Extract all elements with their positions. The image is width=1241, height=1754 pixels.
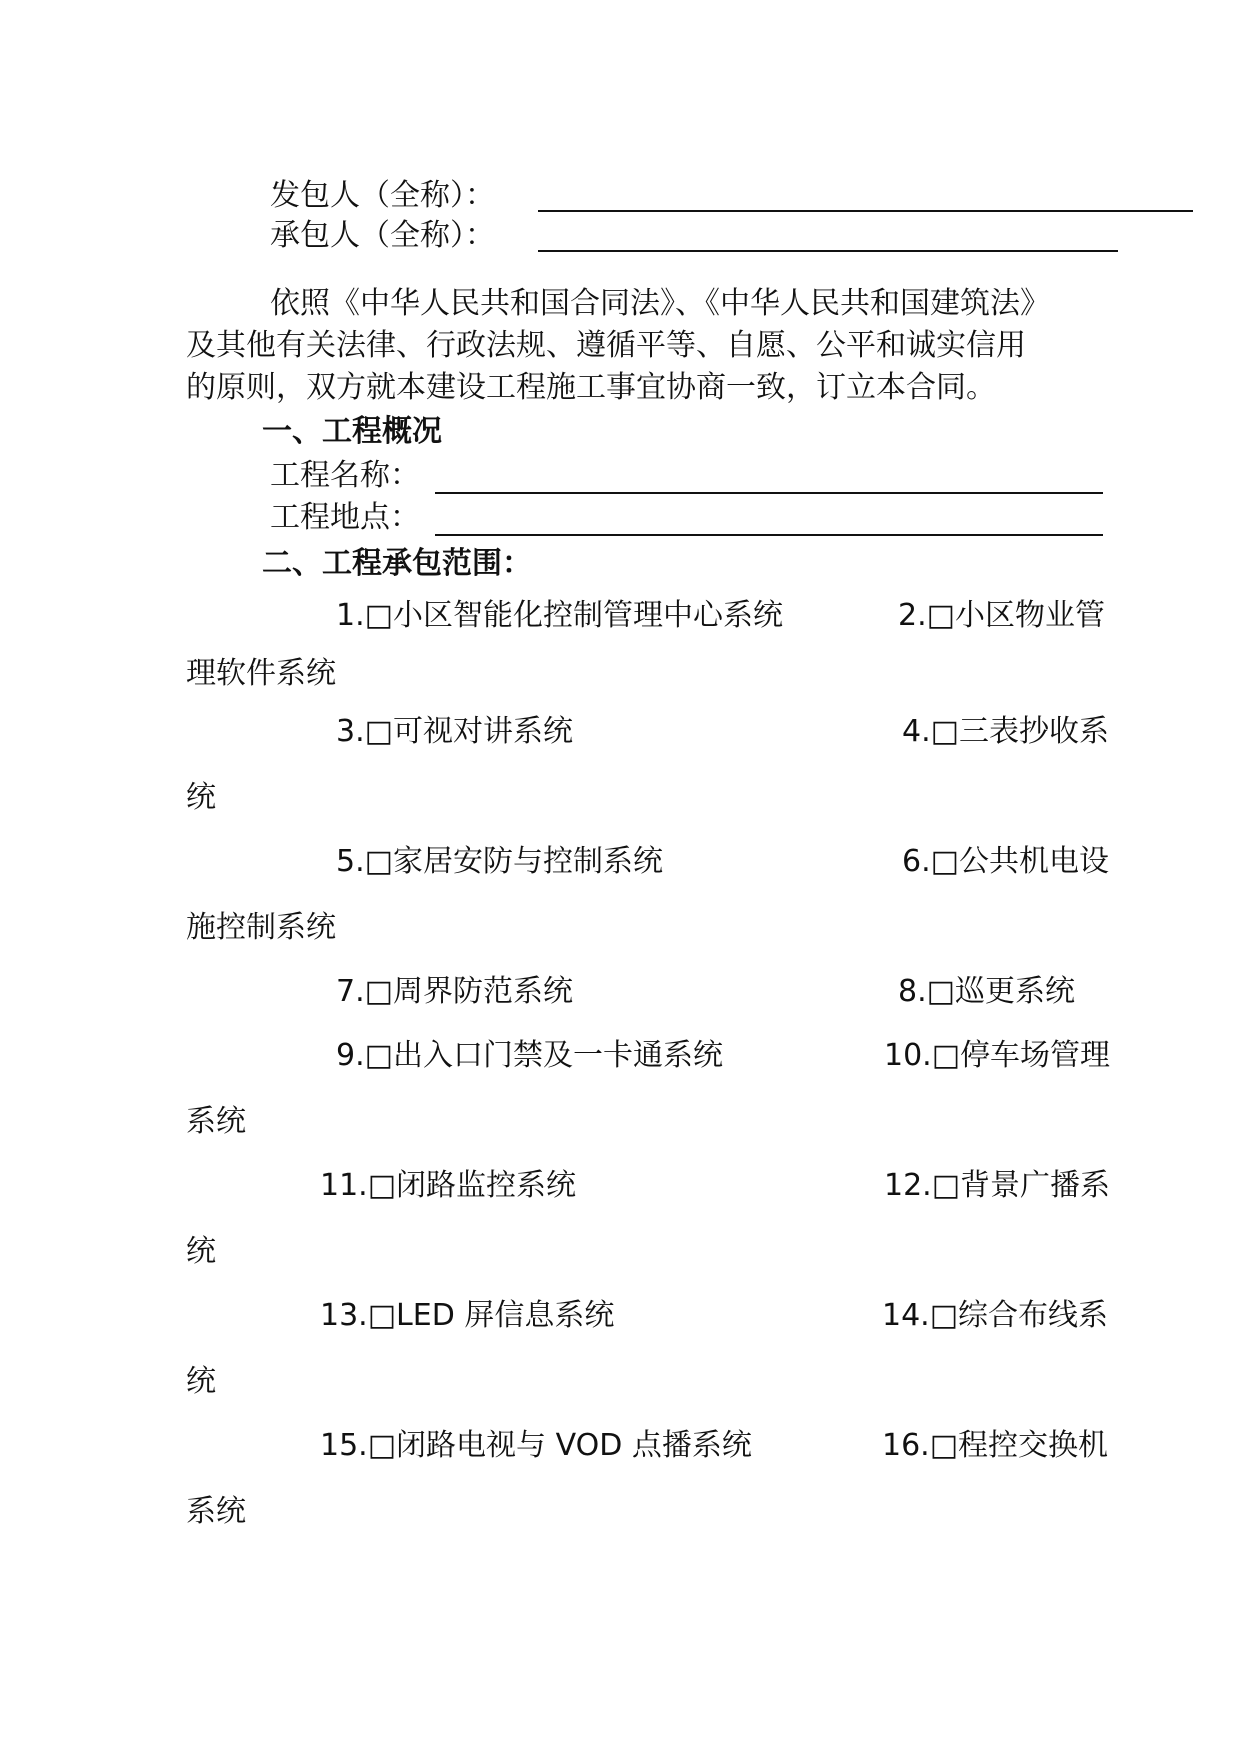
preamble-line-2: 及其他有关法律、行政法规、遵循平等、自愿、公平和诚实信用 [186, 328, 1026, 363]
project-name-label: 工程名称： [270, 458, 420, 493]
scope-item-14: 14.□综合布线系 [882, 1298, 1109, 1333]
scope-item-12: 12.□背景广播系 [884, 1168, 1111, 1203]
scope-item-6-cont: 施控制系统 [186, 910, 336, 945]
scope-item-8: 8.□巡更系统 [898, 974, 1075, 1009]
scope-item-14-cont: 统 [186, 1364, 216, 1399]
project-location-label: 工程地点： [270, 500, 420, 535]
scope-item-9: 9.□出入口门禁及一卡通系统 [336, 1038, 723, 1073]
section-1-heading: 一、工程概况 [262, 414, 442, 449]
scope-item-6: 6.□公共机电设 [902, 844, 1109, 879]
scope-item-7: 7.□周界防范系统 [336, 974, 573, 1009]
scope-item-13: 13.□LED 屏信息系统 [320, 1298, 615, 1333]
scope-item-5: 5.□家居安防与控制系统 [336, 844, 663, 879]
project-name-field[interactable] [435, 492, 1103, 494]
preamble-line-1: 依照《中华人民共和国合同法》、《中华人民共和国建筑法》 [270, 286, 1050, 321]
scope-item-16: 16.□程控交换机 [882, 1428, 1109, 1463]
scope-item-4: 4.□三表抄收系 [902, 714, 1109, 749]
contractor-name-field[interactable] [538, 250, 1118, 252]
scope-item-10: 10.□停车场管理 [884, 1038, 1111, 1073]
employer-name-field[interactable] [538, 210, 1193, 212]
section-2-heading: 二、工程承包范围： [262, 546, 532, 581]
preamble-line-3: 的原则，双方就本建设工程施工事宜协商一致，订立本合同。 [186, 370, 996, 405]
scope-item-16-cont: 系统 [186, 1494, 246, 1529]
scope-item-2-cont: 理软件系统 [186, 656, 336, 691]
scope-item-1: 1.□小区智能化控制管理中心系统 [336, 598, 783, 633]
scope-item-15: 15.□闭路电视与 VOD 点播系统 [320, 1428, 752, 1463]
scope-item-2: 2.□小区物业管 [898, 598, 1105, 633]
scope-item-3: 3.□可视对讲系统 [336, 714, 573, 749]
scope-item-10-cont: 系统 [186, 1104, 246, 1139]
scope-item-11: 11.□闭路监控系统 [320, 1168, 577, 1203]
scope-item-12-cont: 统 [186, 1234, 216, 1269]
scope-item-4-cont: 统 [186, 780, 216, 815]
employer-label: 发包人（全称）： [270, 178, 495, 213]
contractor-label: 承包人（全称）： [270, 218, 495, 253]
project-location-field[interactable] [435, 534, 1103, 536]
